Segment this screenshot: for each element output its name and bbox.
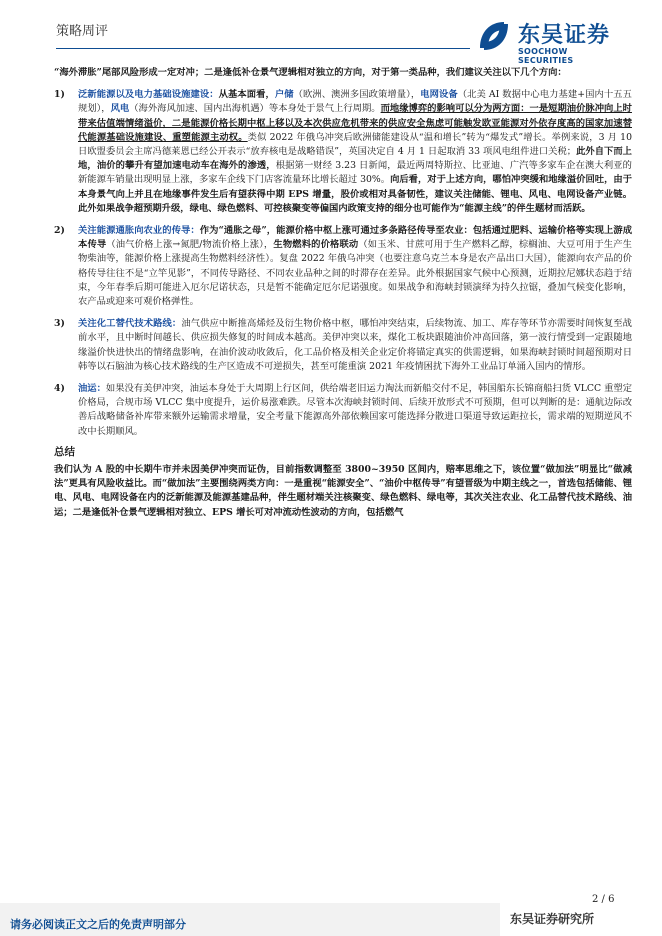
section-heading: 总结 (54, 445, 75, 458)
item-detail: （如玉米、甘蔗可用于生产燃料乙醇，棕榈油、大豆可用于生产生物柴油等，能源价格上涨提高生物燃料经济性）。复盘 2022 年俄乌冲突（也要注意乌克兰本身是农产品出口大国），能源向农产品的价格传导往往不是“立竿见影”，不同传导路径、不同农业品种之间的时滞存在差异。此外根据国家气候中心预测，近期拉尼娜状态趋于结束，今年春季后期可能进入厄尔尼诺状态，只是暂不能确定厄尔尼诺强度。如果战争和海峡封锁演绎为持久拉锯，叠加气候变化影响，农产品或迎来可观价格弹性。 (78, 239, 632, 308)
item-number: 4) (54, 383, 65, 395)
research-institute: 东吴证券研究所 (510, 912, 595, 926)
item-highlight: 作为“通胀之母”，能源价格中枢上涨可通过多条路径传导至农业：包括通过肥料、运输价格等实现上游成本传导 (78, 225, 632, 251)
item-title: 关注能源通胀向农业的传导： (78, 225, 200, 237)
item-highlight: 生物燃料的价格联动 (273, 239, 359, 251)
item-detail: （欧洲、澳洲多国政策增量）， (293, 89, 421, 101)
item-title: 油运： (78, 383, 106, 395)
summary-paragraph: 我们认为 A 股的中长期牛市并未因美伊冲突而证伪，目前指数调整至 3800~3950 区间内，赔率思维之下，该位置“做加法”明显比“做减法”更具有风险收益比。而“做加法”主要围绕两类方向：一是重视“能源安全”、“油价中枢传导”有望晋级为中期主线之一，首选包括储能、锂电、风电、电网设备在内的泛新能源及能源基建品种，伴生题材端关注核聚变、绿色燃料、绿电等，其次关注农业、化工品替代技术路线、油运；二是逢低补仓景气逻辑相对独立、EPS 增长可对冲流动性波动的方向，包括燃气 (54, 464, 632, 518)
disclaimer-notice: 请务必阅读正文之后的免责声明部分 (10, 918, 186, 931)
item-detail: 根据第一财经 3.23 日新闻，最近两周特斯拉、比亚迪、广汽等多家车企在澳大利亚的新能源车销量出现明显上涨，多家车企线下门店客流量环比增长超过 30%。 (78, 160, 632, 186)
item-highlight: 向后看，对于上述方向，哪怕冲突缓和地缘溢价回吐，由于本身景气向上并且在地缘事件发生后有望获得中期 EPS 增量，股价或相对具备韧性，建议关注储能、锂电、风电、电网设备产业链。此外如果战争超预期升级，绿电、绿色燃料、可控核聚变等偏国内政策支持的细分也可能作为“能源主线”的伴生题材而活跃。 (78, 174, 632, 214)
item-number: 2) (54, 225, 65, 237)
list-item (54, 224, 632, 309)
item-title: 泛新能源以及电力基础设施建设： (78, 89, 219, 101)
item-number: 3) (54, 318, 65, 330)
item-text (78, 224, 632, 309)
item-text (78, 317, 632, 374)
list-item (54, 382, 632, 439)
item-detail: （北美 AI 数据中心电力基建+国内十五五规划）， (78, 89, 632, 115)
item-keyword: 户储 (274, 89, 294, 101)
item-detail: （海外海风加速、国内出海机遇）等本身处于景气上行周期。 (129, 103, 381, 115)
company-logo (476, 16, 626, 65)
intro-paragraph: “海外滞胀”尾部风险形成一定对冲；二是逢低补仓景气逻辑相对独立的方向，对于第一类品种，我们建议关注以下几个方向： (54, 67, 567, 78)
item-keyword: 电网设备 (420, 89, 458, 101)
item-text (78, 88, 632, 216)
item-text (78, 382, 632, 439)
item-detail: （油气价格上涨→氮肥/物流价格上涨）， (106, 239, 274, 251)
item-highlight: 此外自下而上地，油价的攀升有望加速电动车在海外的渗透， (78, 146, 632, 172)
item-detail: 如果没有美伊冲突，油运本身处于大周期上行区间，供给端老旧运力淘汰而新船交付不足，韩国船东长锦商船扫货 VLCC 重塑定价格局，合规市场 VLCC 集中度提升，运价易涨难跌。尽管本次海峡封锁时间、后续开放形式不可预期，但可以判断的是：通航边际改善后战略储备补库带来额外运输需求增量，安全考量下能源高外部依赖国家可能选择分散进口渠道导致运距拉长，需求端的短期逆风不改中长期顺风。 (78, 383, 632, 437)
list-item (54, 317, 632, 374)
logo-name-cn: 东吴证券 (518, 23, 611, 48)
item-detail: 类似 2022 年俄乌冲突后欧洲储能建设从“温和增长”转为“爆发式”增长。举例来说，3 月 10 日欧盟委员会主席冯德莱恩已经公开表示“放弃核电是战略错误”，英国决定自 4 月 1 日起取消 33 项风电组件进口关税； (78, 131, 632, 158)
soochow-logo-icon (476, 18, 512, 54)
logo-name-en: SOOCHOW SECURITIES (518, 47, 574, 65)
item-number: 1) (54, 89, 65, 101)
report-type: 策略周评 (56, 24, 109, 39)
item-keyword: 风电 (110, 103, 130, 115)
report-body (54, 66, 632, 520)
item-lead: 从基本面看， (218, 89, 275, 101)
item-highlight: 而地缘博弈的影响可以分为两方面：一是短期油价脉冲向上时带来估值端情绪溢价，二是能源价格长期中枢上移以及本次供应危机带来的供应安全焦虑可能触发欧亚能源对外依存度高的国家加速替代能源基础设施建设、重塑能源主动权。 (78, 103, 632, 143)
header-divider (56, 48, 470, 49)
list-item (54, 88, 632, 216)
item-title: 关注化工替代技术路线： (78, 318, 182, 330)
page-number: 2 / 6 (592, 894, 615, 905)
item-detail: 油气供应中断推高烯烃及衍生物价格中枢，哪怕冲突结束，后续物流、加工、库存等环节亦需要时间恢复至战前水平，且中断时间越长、供应损失修复的时间成本越高。美伊冲突以来，煤化工板块跟随油价冲高回落，第一波行情受到一定跟随地缘溢价快进快出的情绪盘影响，在油价波动收敛后，化工品价格及相关企业定价将锚定真实的供需逻辑，如果海峡封锁时间超预期对日韩等以石脑油为核心技术路线的生产区造成不可逆损失，甚至可能重演 2021 年疫情困扰下海外工业品订单涌入国内的情形。 (78, 318, 632, 372)
